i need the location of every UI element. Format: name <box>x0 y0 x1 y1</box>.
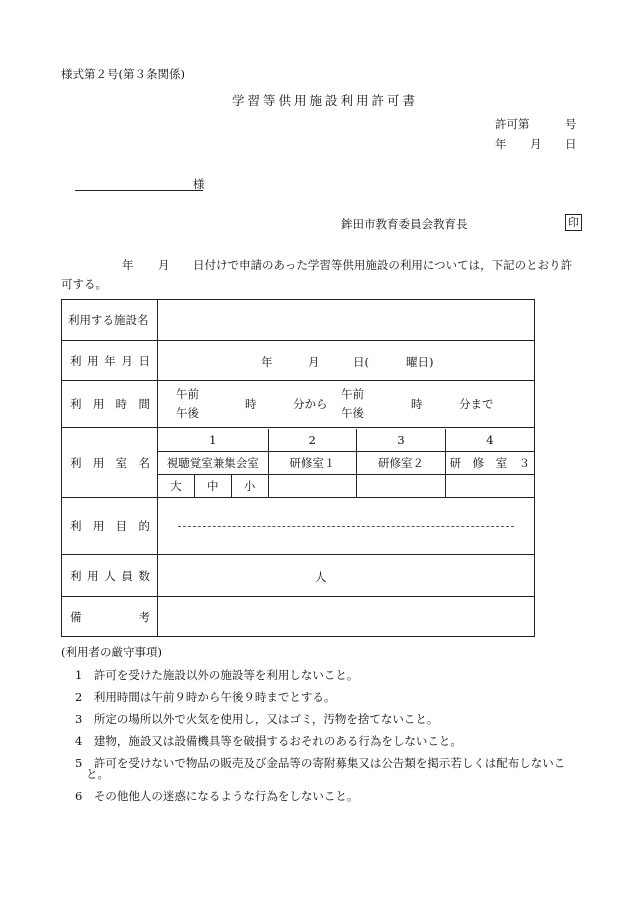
rule-item: 5 許可を受けないで物品の販売及び金品等の寄附募集又は公告類を掲示若しくは配布しないこ <box>75 756 566 770</box>
count-value[interactable] <box>158 555 535 597</box>
seal-stamp: 印 <box>565 214 582 231</box>
room-size-options <box>158 474 268 497</box>
room-number-3: 3 <box>357 429 446 452</box>
time-label: 利 用 時 間 <box>62 381 158 428</box>
intro-text-line1: 日付けで申請のあった学習等供用施設の利用については，下記のとおり許 <box>193 258 573 272</box>
room-row <box>62 428 535 498</box>
count-label: 利 用 人 員 数 <box>62 555 158 597</box>
room-size-small[interactable]: 小 <box>243 478 256 493</box>
intro-year: 年 <box>122 258 134 272</box>
issuer-title: 鉾田市教育委員会教育長 <box>341 217 468 231</box>
addressee-line <box>75 190 203 191</box>
purpose-row <box>62 498 535 555</box>
rule-item: 6 その他他人の迷惑になるような行為をしないこと。 <box>75 789 359 803</box>
issue-date-month: 月 <box>530 137 542 151</box>
permit-no-label: 許可第 <box>495 117 530 131</box>
rule-item-continuation: と。 <box>86 767 109 781</box>
room-size-large[interactable]: 大 <box>158 475 195 497</box>
remarks-label: 備 考 <box>62 597 158 637</box>
room-extra-3[interactable] <box>357 474 446 497</box>
room-label: 利 用 室 名 <box>62 428 158 498</box>
room-extra-4[interactable] <box>445 474 534 497</box>
time-value[interactable]: 午前 午後 時 分から 午前 午後 時 分まで <box>158 381 535 428</box>
rule-item: 2 利用時間は午前９時から午後９時までとする。 <box>75 690 336 704</box>
date-row <box>62 341 535 381</box>
facility-value[interactable] <box>158 300 535 341</box>
remarks-value[interactable] <box>158 597 535 637</box>
room-name-3[interactable]: 研修室２ <box>357 451 446 474</box>
facility-label: 利用する施設名 <box>62 300 158 341</box>
permit-no-suffix: 号 <box>565 117 577 131</box>
rule-item: 3 所定の場所以外で火気を使用し，又はゴミ，汚物を捨てないこと。 <box>75 712 439 726</box>
time-row <box>62 381 535 428</box>
room-size-medium[interactable]: 中 <box>195 475 232 497</box>
remarks-row <box>62 597 535 637</box>
purpose-dashed-line <box>178 526 514 527</box>
addressee-suffix: 様 <box>193 177 205 191</box>
room-number-4: 4 <box>445 429 534 452</box>
facility-row <box>62 300 535 341</box>
count-unit: 人 <box>315 569 327 584</box>
document-title: 学習等供用施設利用許可書 <box>232 93 419 108</box>
intro-text-line2: 可する。 <box>61 277 107 291</box>
date-value[interactable]: 年 月 日( 曜日) <box>158 341 535 381</box>
count-row <box>62 555 535 597</box>
rule-item: 1 許可を受けた施設以外の施設等を利用しないこと。 <box>75 668 359 682</box>
room-name-4[interactable]: 研 修 室 ３ <box>445 451 534 474</box>
rule-item: 4 建物，施設又は設備機具等を破損するおそれのある行為をしないこと。 <box>75 734 462 748</box>
permit-table <box>61 299 535 637</box>
purpose-label: 利 用 目 的 <box>62 498 158 555</box>
issue-date-day: 日 <box>565 137 577 151</box>
intro-month: 月 <box>158 258 170 272</box>
room-name-2[interactable]: 研修室１ <box>268 451 357 474</box>
room-number-2: 2 <box>268 429 357 452</box>
room-name-1[interactable]: 視聴覚室兼集会室 <box>158 451 268 474</box>
form-number: 様式第２号(第３条関係) <box>61 67 185 81</box>
room-extra-2[interactable] <box>268 474 357 497</box>
purpose-value[interactable] <box>158 498 535 555</box>
room-grid <box>158 428 535 498</box>
issue-date-year: 年 <box>495 137 507 151</box>
rules-heading: (利用者の厳守事項) <box>61 645 162 659</box>
date-label: 利 用 年 月 日 <box>62 341 158 381</box>
room-number-1: 1 <box>158 429 268 452</box>
